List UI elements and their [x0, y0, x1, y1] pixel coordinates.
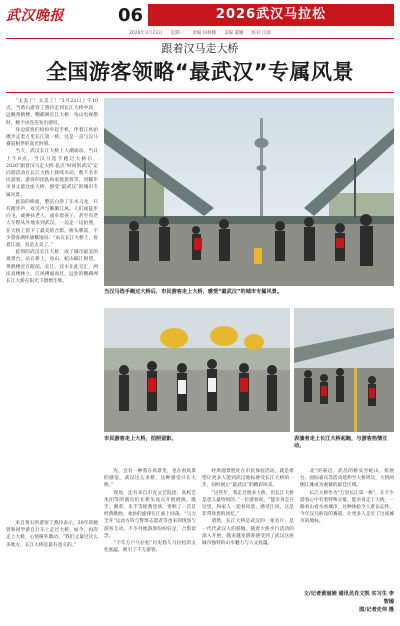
- editor-credit: 责编 何林娜: [192, 31, 217, 36]
- paragraph: 现场，还有来自市直文艺院团、高校艺术团等的演员们在桥头设点开展展演。歌手、舞者、乐手等轮番登场，奏响了一首首经典歌曲，欢快的旋律在江面上回荡。“马力全开”运动方阵与警察志愿者等也来到现场与游客互动，不少外地游客纷纷驻足，合影留念。: [104, 490, 196, 539]
- paragraph: “这些年，我走过很多大桥，但长江大桥是意义最特别的。”一位游客说，“能亲身走在这里，和家人一起看风景，感受江风，这是非常珍贵的回忆。”: [202, 490, 294, 518]
- article-column-5: [300, 468, 394, 588]
- proof-credit: 校对 江晴: [251, 31, 271, 36]
- main-photo-caption: 当汉马选手跑过大桥后，市民游客走上大桥，感受“最武汉”的城市专属风景。: [104, 289, 283, 295]
- bottom-left-photo: [104, 308, 290, 432]
- bottom-right-photo: [294, 308, 394, 432]
- article-column-2: [6, 520, 98, 618]
- paragraph: 诸然，长江大桥是武汉的一张名片，是一代代武汉人的骄傲。随着大桥步行活动的深入开展，越来越多游客感受到了武汉这座城市独特的山水魅力与人文底蕴。: [202, 519, 294, 547]
- paper-name: 武汉晚报: [6, 8, 64, 24]
- byline-photographer: 图/记者史伟 摄: [359, 607, 394, 613]
- paragraph: 此刻的武汉长江大桥，成了城市最美的观景台。站在桥上，龟山、蛇山隔江相望，黄鹤楼近在眼前，长江、汉水在此交汇，两岸高楼林立，江风拂面而过，远处的鹦鹉洲长江大桥在阳光下熠熠生辉。: [6, 250, 98, 285]
- paragraph: 先，会有一种我在风景里，也在看风景的感觉。武汉这么多桥，这种感受只在大桥。”: [104, 469, 196, 489]
- byline-writers: 文/记者黄丽娟 通讯员肖文凯 实习生 李智嫣: [303, 591, 394, 605]
- issue-weekday: 星期一: [170, 31, 185, 36]
- designer-credit: 美编 董姗: [224, 31, 244, 36]
- paragraph: 来自黄石的游客丁燕玲表示，30年前她曾和同学游自行车上走过大桥。如今，再次走上大桥，心情格外激动。“我们丈量过这么多地方，长江大桥是最有意义的。”: [6, 521, 98, 548]
- runners-on-bridge-image: [294, 308, 394, 432]
- article-headline: 全国游客领略“最武汉”专属风景: [45, 60, 355, 84]
- article-column-3: [104, 468, 196, 618]
- bottom-right-caption: 表演者走上长江大桥起跑，与游客热情互动。: [294, 436, 388, 449]
- article-column-1: [6, 98, 98, 518]
- performers-image: [104, 308, 290, 432]
- issue-date: 2026年3月23日: [129, 31, 163, 36]
- article-byline: [300, 590, 394, 614]
- paragraph: 经典地景胜处在市民体验活动，就是希望让更多人能到武汉地标感受长江大桥的一步，同时展示“最武汉”的精彩风采。: [202, 469, 294, 489]
- paragraph: 当天，武汉长江大桥上人潮涌动。当日上午9点，当汉马选手跑过大桥后，2026“跟着汉马走大桥·花点”时间的武汉”定向游活动在长江大桥上接续水动，数千名市民游客、游客的团队和家庭旅客等，用脚步亲身丈量这座大桥，感受“最武汉”的城市专属风景。: [6, 149, 98, 198]
- paragraph: 身边游客们纷纷举起手机，伴着江风拍摄步走着万里长江第一桥。这是一直与汉马赛道相伴的高光时刻。: [6, 127, 98, 148]
- article-column-4: [202, 468, 294, 618]
- masthead: [6, 4, 394, 28]
- page-number: 06: [118, 5, 144, 26]
- paragraph: “千年万户马拉松”历史悠久马拉松的文化底蕴，吸引了千万游客。: [104, 541, 196, 554]
- main-photo: [104, 98, 394, 286]
- headline-rule: [6, 92, 394, 93]
- section-banner: 2026武汉马拉松: [148, 4, 394, 26]
- bottom-left-caption: 市民游客走上大桥，拍照留影。: [104, 436, 177, 442]
- paragraph: 长江大桥作为“万里长江第一桥”，在不少游客心中有着特殊分量，能亲身走上大桥，一路看山看水看城市，这种体验令人难以忘怀。今年汉马新设的赛道，让更多人走近了这座城市的地标。: [300, 490, 394, 525]
- article-kicker: 跟着汉马走大桥: [161, 42, 239, 55]
- paragraph: “太美了！太美了！”3月22日上午10点，当黄石游客丁燕玲走到长江大桥中段，远眺黄鹤楼、鹦鹉洲长江大桥、龟山电视塔时，她不由连连发出感叹。: [6, 99, 98, 126]
- masthead-rule: [6, 38, 394, 39]
- bridge-crowd-image: [104, 98, 394, 286]
- paragraph: 北”的豪迈。武昌的桥头至蛇山，将展台、国际嘉宾等活动延伸至大桥周边，大桥两侧江滩成为观赛的最佳区域。: [300, 469, 394, 489]
- dateline: [6, 30, 394, 38]
- paragraph: 此前的桥面，整洁白净了车水马龙，只有踏步声、欢笑声与鹅鹅江风。人们或徒步向飞，或搀扶老人、或牵着孩子，甚至有老人专程从外地来到武汉，一边走一边拍照，在大桥上留下了最美的合影。桥头牌前，不少游客满怀感慨地说：“站在长江大桥上，看着江面，真是太美了。”: [6, 199, 98, 249]
